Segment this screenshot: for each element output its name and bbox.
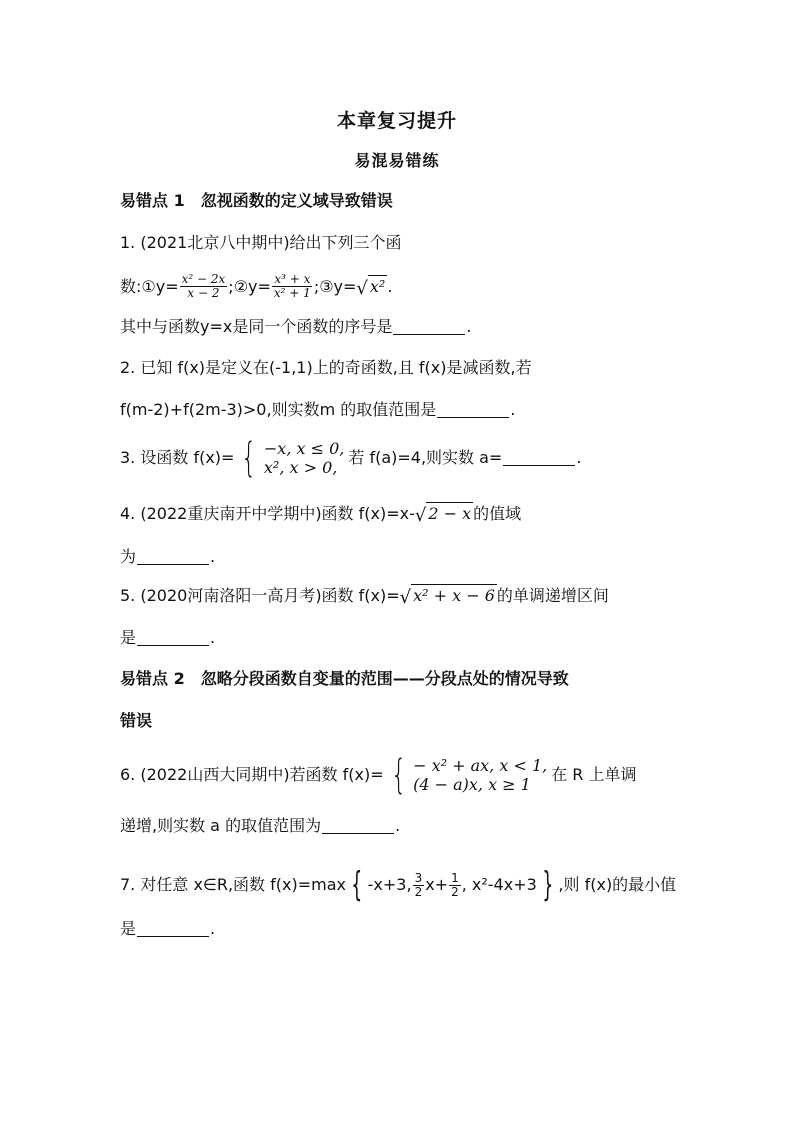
q3-case-1: −x, x ≤ 0, [263,439,345,458]
q2-line-2-end: . [510,400,516,419]
q3-prefix: 3. 设函数 f(x)= [120,448,235,467]
q6-post: 在 R 上单调 [551,765,637,784]
q4-post: 的值域 [473,503,522,523]
q5-line-2-end: . [210,628,216,647]
q2-line-2-text: f(m-2)+f(2m-3)>0,则实数m 的取值范围是 [120,400,437,419]
q5-radicand: x² + x − 6 [413,586,495,605]
q7-fraction-a-denominator: 2 [414,884,423,899]
question-4-line-2 [120,546,215,568]
q1-answer-blank[interactable] [393,319,465,335]
q4-line-2-end: . [210,547,216,566]
question-4-line-1 [120,502,521,525]
q5-post: 的单调递增区间 [496,585,609,605]
q1-fraction-1-numerator: x² − 2x [181,272,226,286]
q6-answer-blank[interactable] [322,818,394,834]
q4-line-2-text: 为 [120,547,137,566]
left-brace-icon: { [351,865,363,905]
q7-line-2-end: . [210,919,216,938]
q6-prefix: 6. (2022山西大同期中)若函数 f(x)= [120,765,384,784]
left-brace-icon: { [241,435,257,481]
q6-piecewise-cases [413,756,547,794]
q1-fraction-2 [272,273,313,300]
q7-fraction-b-denominator: 2 [451,884,459,899]
question-2-line-1: 2. 已知 f(x)是定义在(-1,1)上的奇函数,且 f(x)是减函数,若 [120,358,532,377]
q3-case-2: x², x > 0, [263,458,338,477]
q1-radicand: x² [369,277,386,296]
q6-line-2-text: 递增,则实数 a 的取值范围为 [120,816,322,835]
q7-fraction-b [449,872,461,899]
q5-line-2-text: 是 [120,628,137,647]
right-brace-icon: } [542,865,554,905]
question-1-line-3 [120,316,471,338]
q1-line-3-end: . [466,317,472,336]
q1-fraction-1 [180,273,228,300]
sqrt-sign-icon: √ [356,278,368,299]
question-7-line-2 [120,918,215,940]
question-5-line-2 [120,627,215,649]
q1-separator-1: ;②y= [228,276,271,296]
q4-answer-blank[interactable] [137,549,209,565]
q5-prefix: 5. (2020河南洛阳一高月考)函数 f(x)= [120,585,400,605]
page-subtitle: 易混易错练 [354,151,440,170]
question-2-line-2 [120,399,515,421]
q7-prefix: 7. 对任意 x∈R,函数 f(x)=max [120,875,346,894]
q4-prefix: 4. (2022重庆南开中学期中)函数 f(x)=x- [120,503,415,523]
q4-sqrt [415,502,473,525]
q6-line-2-end: . [395,816,401,835]
q4-radicand: 2 − x [428,504,472,523]
q1-prefix: 数:①y= [120,276,179,296]
sqrt-sign-icon: √ [414,505,427,526]
q7-item-2: x+ [425,875,449,894]
q7-fraction-a-numerator: 3 [414,870,423,885]
q6-case-1: − x² + ax, x < 1, [413,756,548,775]
q1-line-3-text: 其中与函数y=x是同一个函数的序号是 [120,317,393,336]
q1-sqrt [356,275,387,298]
question-7-line-1 [120,865,677,905]
section-2-heading-line-2: 错误 [120,711,153,730]
q7-line-2-text: 是 [120,919,137,938]
section-1-heading: 易错点 1 忽视函数的定义域导致错误 [120,191,393,210]
section-2-heading-line-1: 易错点 2 忽略分段函数自变量的范围——分段点处的情况导致 [120,669,569,688]
q1-fraction-2-numerator: x³ + x [274,272,311,286]
q7-item-1: -x+3, [367,875,412,894]
q3-answer-blank[interactable] [503,450,575,466]
q7-fraction-a [413,872,425,899]
q6-case-2: (4 − a)x, x ≥ 1 [413,775,531,794]
q3-piecewise-cases [264,439,344,477]
q5-answer-blank[interactable] [137,630,209,646]
q1-separator-2: ;③y= [313,276,357,296]
q3-end: . [576,448,582,467]
q1-end: . [387,276,393,296]
question-3-line [120,435,582,481]
left-brace-icon: { [390,752,407,798]
q2-answer-blank[interactable] [437,402,509,418]
q1-fraction-1-denominator: x − 2 [187,286,220,300]
page-title: 本章复习提升 [336,110,457,132]
q7-answer-blank[interactable] [137,921,209,937]
q7-post: ,则 f(x)的最小值 [558,875,677,894]
question-6-line-2 [120,815,400,837]
q7-item-3: , x²-4x+3 [461,875,537,894]
q1-fraction-2-denominator: x² + 1 [273,286,311,300]
q5-sqrt [400,584,497,607]
question-1-line-2 [120,273,392,300]
sqrt-sign-icon: √ [399,587,412,608]
q7-fraction-b-numerator: 1 [451,870,459,885]
q3-post: 若 f(a)=4,则实数 a= [348,448,503,467]
question-6-line-1 [120,752,637,798]
question-1-line-1: 1. (2021北京八中期中)给出下列三个函 [120,233,402,252]
question-5-line-1 [120,584,609,607]
